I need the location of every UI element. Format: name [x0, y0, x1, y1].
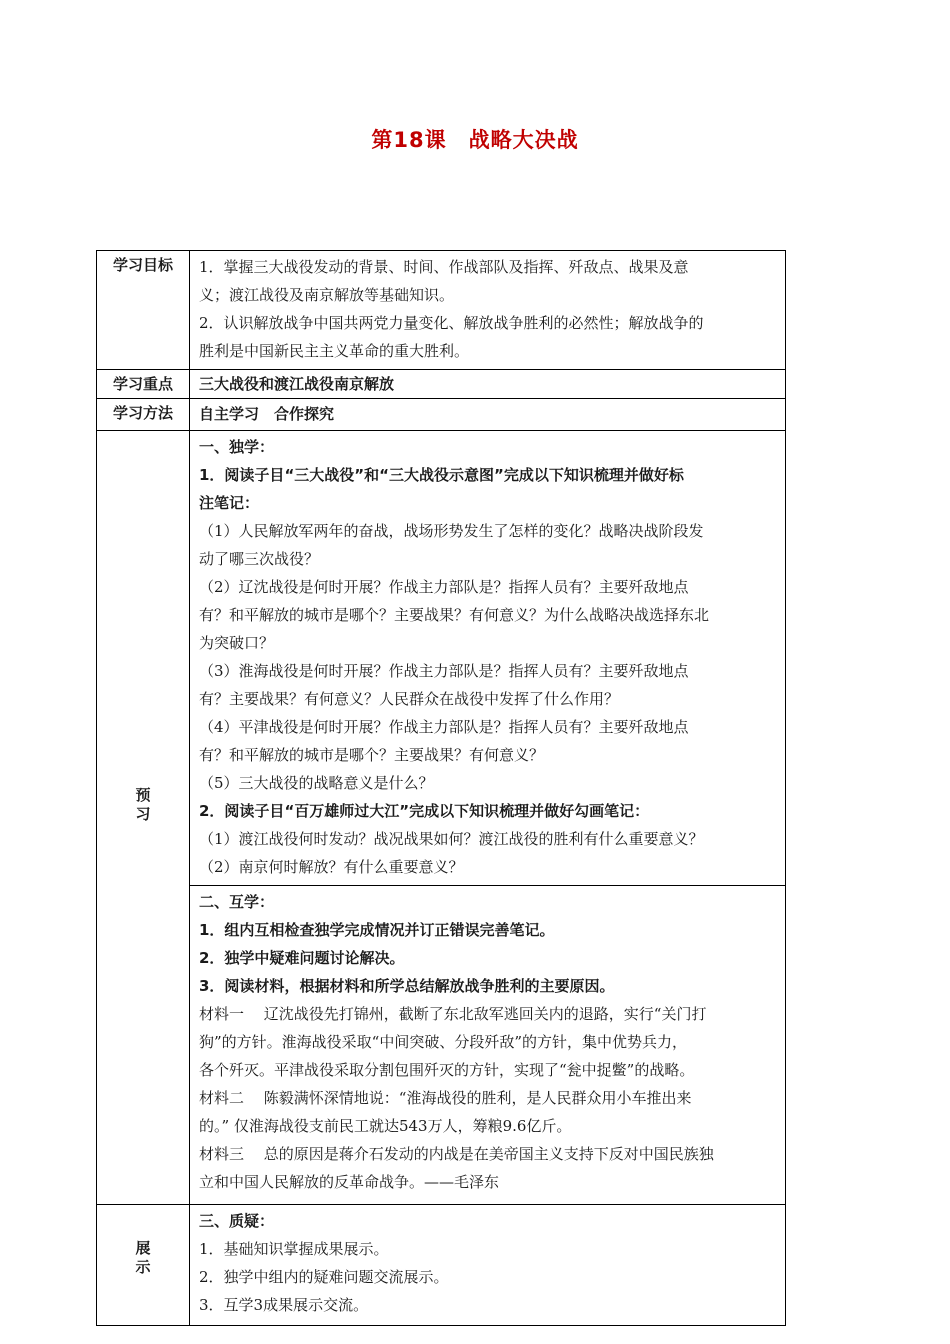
show-item-3: 3．互学3成果展示交流。	[199, 1296, 369, 1314]
question-6: （1）渡江战役何时发动？战况战果如何？渡江战役的胜利有什么重要意义？	[199, 830, 704, 848]
question-2a: （2）辽沈战役是何时开展？作战主力部队是？指挥人员有？主要歼敌地点	[199, 578, 689, 596]
question-3b: 有？主要战果？有何意义？人民群众在战役中发挥了什么作用？	[199, 690, 620, 708]
question-2b: 有？和平解放的城市是哪个？主要战果？有何意义？为什么战略决战选择东北	[199, 606, 710, 624]
goals-row	[97, 251, 786, 370]
material-1a: 材料一 辽沈战役先打锦州，截断了东北敌军逃回关内的退路，实行“关门打	[199, 1005, 707, 1023]
mutual-task-2: 2．独学中疑难问题讨论解决。	[199, 949, 405, 967]
material-3a: 材料三 总的原因是蒋介石发动的内战是在美帝国主义支持下反对中国民族独	[199, 1145, 714, 1163]
method-row	[97, 399, 786, 431]
question-7: （2）南京何时解放？有什么重要意义？	[199, 858, 464, 876]
goals-content	[190, 251, 786, 370]
question-3a: （3）淮海战役是何时开展？作战主力部队是？指挥人员有？主要歼敌地点	[199, 662, 689, 680]
mutual-heading: 二、互学：	[199, 893, 275, 911]
solo-task-1a: 1．阅读子目“三大战役”和“三大战役示意图”完成以下知识梳理并做好标	[199, 466, 684, 484]
lesson-title: 第18课 战略大决战	[371, 128, 579, 152]
goals-line-1: 1．掌握三大战役发动的背景、时间、作战部队及指挥、歼敌点、战果及意	[199, 258, 689, 276]
study-plan-table	[96, 250, 786, 1326]
method-text: 自主学习 合作探究	[199, 405, 335, 423]
focus-text: 三大战役和渡江战役南京解放	[199, 375, 395, 393]
preview-solo-row	[97, 431, 786, 886]
focus-content	[190, 370, 786, 399]
preview-mutual-row	[97, 886, 786, 1205]
question-1b: 动了哪三次战役？	[199, 550, 320, 568]
question-4b: 有？和平解放的城市是哪个？主要战果？有何意义？	[199, 746, 545, 764]
show-row	[97, 1205, 786, 1326]
question-5: （5）三大战役的战略意义是什么？	[199, 774, 434, 792]
material-1b: 狗”的方针。淮海战役采取“中间突破、分段歼敌”的方针，集中优势兵力，	[199, 1033, 688, 1051]
solo-task-2: 2．阅读子目“百万雄师过大江”完成以下知识梳理并做好勾画笔记：	[199, 802, 650, 820]
goals-label: 学习目标	[97, 251, 190, 370]
show-label: 展示	[135, 1239, 151, 1276]
method-label: 学习方法	[97, 399, 190, 431]
show-item-1: 1．基础知识掌握成果展示。	[199, 1240, 389, 1258]
material-1c: 各个歼灭。平津战役采取分割包围歼灭的方针，实现了“瓮中捉鳖”的战略。	[199, 1061, 695, 1079]
preview-label: 预习	[135, 786, 151, 823]
mutual-task-1: 1．组内互相检查独学完成情况并订正错误完善笔记。	[199, 921, 555, 939]
question-1a: （1）人民解放军两年的奋战，战场形势发生了怎样的变化？战略决战阶段发	[199, 522, 704, 540]
material-3b: 立和中国人民解放的反革命战争。——毛泽东	[199, 1173, 500, 1191]
solo-task-1b: 注笔记：	[199, 494, 260, 512]
mutual-task-3: 3．阅读材料，根据材料和所学总结解放战争胜利的主要原因。	[199, 977, 615, 995]
focus-row	[97, 370, 786, 399]
question-4a: （4）平津战役是何时开展？作战主力部队是？指挥人员有？主要歼敌地点	[199, 718, 689, 736]
solo-heading: 一、独学：	[199, 438, 275, 456]
show-item-2: 2．独学中组内的疑难问题交流展示。	[199, 1268, 449, 1286]
show-heading: 三、质疑：	[199, 1212, 275, 1230]
goals-line-4: 胜利是中国新民主主义革命的重大胜利。	[199, 342, 470, 360]
method-content	[190, 399, 786, 431]
show-content	[190, 1205, 786, 1326]
goals-line-2: 义；渡江战役及南京解放等基础知识。	[199, 286, 455, 304]
solo-study-content	[190, 431, 786, 886]
mutual-study-content	[190, 886, 786, 1205]
preview-label-cell	[97, 431, 190, 1205]
material-2a: 材料二 陈毅满怀深情地说：“淮海战役的胜利，是人民群众用小车推出来	[199, 1089, 692, 1107]
question-2c: 为突破口？	[199, 634, 275, 652]
material-2b: 的。” 仅淮海战役支前民工就达543万人，筹粮9.6亿斤。	[199, 1117, 572, 1135]
show-label-cell	[97, 1205, 190, 1326]
goals-line-3: 2．认识解放战争中国共两党力量变化、解放战争胜利的必然性；解放战争的	[199, 314, 704, 332]
focus-label: 学习重点	[97, 370, 190, 399]
